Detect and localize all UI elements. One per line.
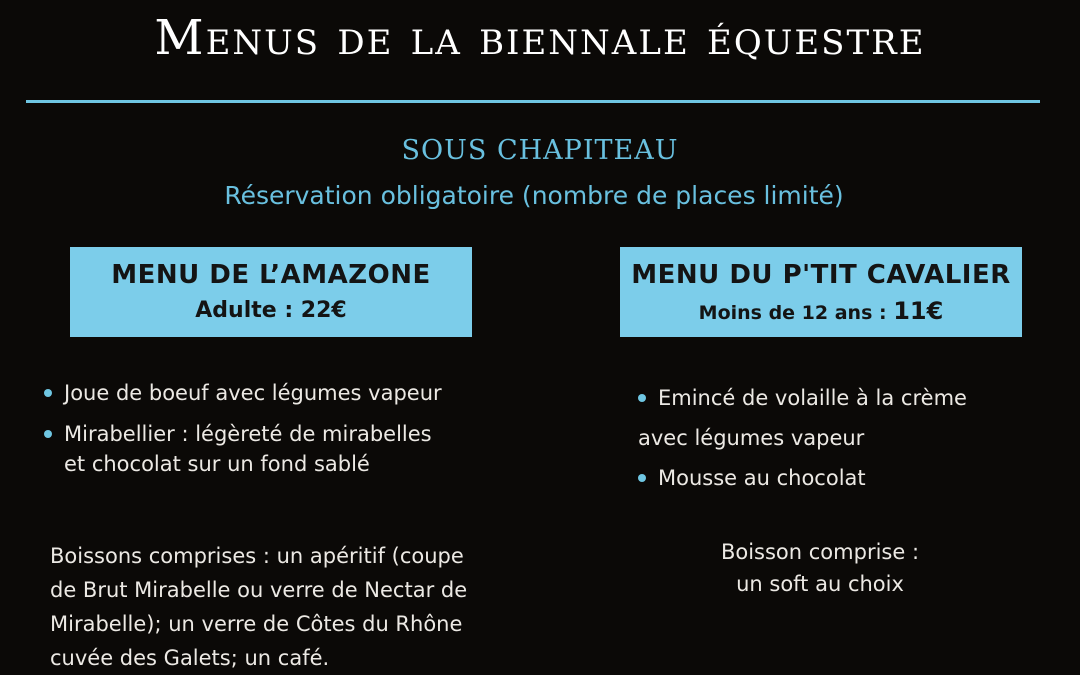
- drinks-line: Boissons comprises : un apéritif (coupe: [50, 544, 464, 568]
- list-item: [638, 378, 1058, 458]
- list-item: [44, 419, 514, 479]
- list-item: [638, 458, 1058, 498]
- item-line: et chocolat sur un fond sablé: [64, 452, 370, 476]
- menu-name: MENU DE L’AMAZONE: [111, 260, 431, 290]
- title-divider: [26, 100, 1040, 103]
- price-label: Moins de 12 ans :: [698, 302, 894, 324]
- list-item: [44, 378, 514, 408]
- drinks-line: un soft au choix: [736, 572, 904, 596]
- drinks-line: cuvée des Galets; un café.: [50, 646, 330, 670]
- item-line: Joue de boeuf avec légumes vapeur: [64, 381, 442, 405]
- price-value: 11€: [893, 297, 944, 325]
- menu-items-amazone: [44, 378, 514, 490]
- section-subtitle: SOUS CHAPITEAU: [401, 135, 679, 166]
- menu-price: [620, 297, 1022, 327]
- drinks-line: Mirabelle); un verre de Côtes du Rhône: [50, 612, 463, 636]
- price-value: 22€: [300, 298, 347, 323]
- menu-box-amazone: [70, 247, 472, 337]
- drinks-line: de Brut Mirabelle ou verre de Nectar de: [50, 578, 468, 602]
- item-line: Mousse au chocolat: [658, 466, 866, 490]
- reservation-notice: Réservation obligatoire (nombre de places limité): [224, 181, 844, 210]
- bullet-icon: [44, 430, 52, 438]
- menu-price: [70, 297, 472, 325]
- drinks-line: Boisson comprise :: [720, 540, 920, 564]
- bullet-icon: [638, 474, 646, 482]
- menu-name: MENU DU P'TIT CAVALIER: [631, 260, 1011, 290]
- bullet-icon: [638, 394, 646, 402]
- drinks-ptit-cavalier: [640, 536, 1000, 600]
- menu-box-ptit-cavalier: [620, 247, 1022, 337]
- item-line: Emincé de volaille à la crème: [658, 386, 967, 410]
- drinks-amazone: [50, 539, 550, 675]
- menu-items-ptit-cavalier: [638, 378, 1058, 498]
- item-line: avec légumes vapeur: [638, 426, 865, 450]
- item-line: Mirabellier : légèreté de mirabelles: [64, 422, 432, 446]
- page-title: Menus de la biennale équestre: [154, 10, 926, 66]
- bullet-icon: [44, 389, 52, 397]
- price-label: Adulte :: [195, 298, 301, 323]
